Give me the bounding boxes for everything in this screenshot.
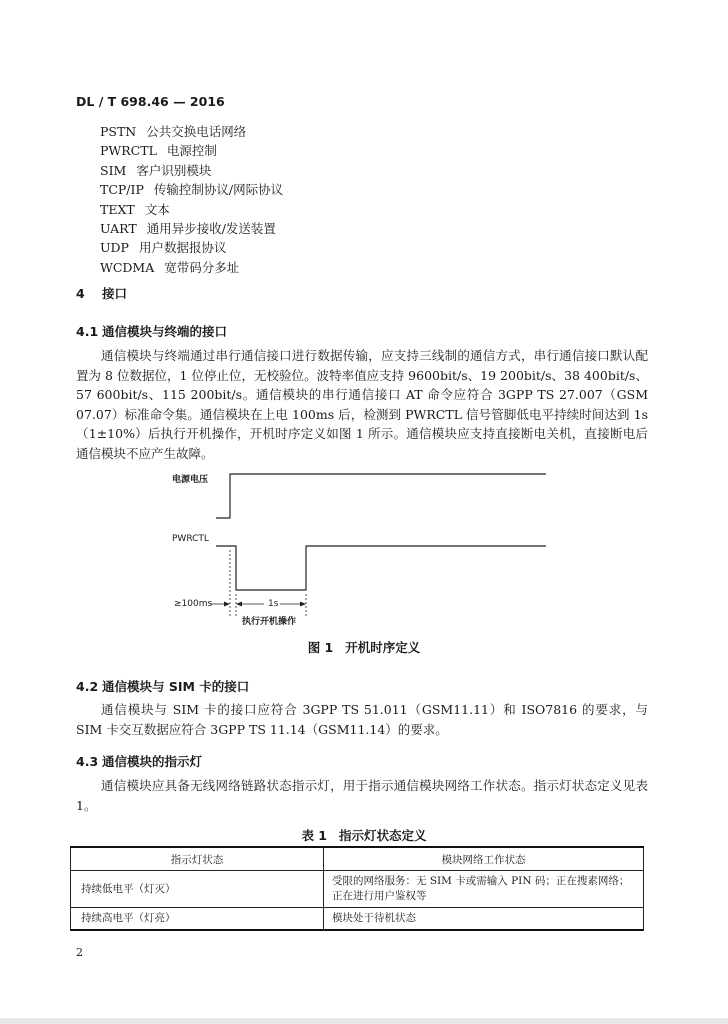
indicator-state-cell: 持续低电平（灯灭） [71, 871, 324, 908]
figure-title: 开机时序定义 [345, 640, 421, 655]
page-number: 2 [76, 946, 83, 959]
pulse-duration-label: 1s [268, 599, 279, 609]
abbreviation-item [100, 238, 283, 257]
abbreviation-desc: 公共交换电话网络 [146, 124, 247, 139]
pwrctl-label: PWRCTL [172, 534, 209, 544]
figure-number: 图 1 [307, 640, 334, 655]
abbreviation-item [100, 200, 283, 219]
abbreviation-desc: 传输控制协议/网际协议 [153, 182, 284, 198]
section-number: 4 [76, 286, 85, 301]
section-4-3-body: 通信模块应具备无线网络链路状态指示灯，用于指示通信模块网络工作状态。指示灯状态定义见表 1。 [76, 778, 648, 813]
abbreviation-code: SIM [100, 162, 127, 178]
abbreviation-item [100, 258, 283, 277]
section-title: 通信模块的指示灯 [102, 754, 203, 769]
abbreviation-code: UART [100, 220, 137, 236]
power-on-timing-diagram [160, 466, 560, 636]
abbreviation-code: UDP [100, 240, 129, 256]
table-row [71, 871, 644, 908]
figure-1-caption [0, 638, 728, 656]
abbreviation-list [100, 122, 283, 277]
power-on-action-label: 执行开机操作 [242, 617, 297, 627]
table-row [71, 908, 644, 931]
section-number: 4.1 [76, 324, 99, 339]
table-header-row [71, 847, 644, 871]
indicator-state-cell: 持续高电平（灯亮） [71, 908, 324, 931]
abbreviation-item [100, 122, 283, 141]
power-voltage-waveform [216, 474, 546, 518]
abbreviation-code: WCDMA [100, 259, 155, 275]
section-title: 通信模块与 SIM 卡的接口 [102, 679, 250, 694]
timing-waveforms [160, 466, 560, 636]
section-4-1-body: 通信模块与终端通过串行通信接口进行数据传输，应支持三线制的通信方式，串行通信接口默认配置为 8 位数据位，1 位停止位，无校验位。波特率值应支持 9600bit/s、19 200bit/s、38 400bit/s、57 600bit/s、115 200bit/s。通信模块的串行通信接口 AT 命令应符合 3GPP TS 27.007（GSM 07.07）标准命令集。通信模块在上电 100ms 后，检测到 PWRCTL 信号管脚低电平持续时间达到 1s（1±10%）后执行开机操作，开机时序定义如图 1 所示。通信模块应支持直接断电关机，直接断电后通信模块不应产生故障。 [76, 348, 648, 461]
indicator-status-table [70, 846, 644, 931]
abbreviation-desc: 宽带码分多址 [164, 259, 240, 275]
section-4-2-body: 通信模块与 SIM 卡的接口应符合 3GPP TS 51.011（GSM11.11）和 ISO7816 的要求，与 SIM 卡交互数据应符合 3GPP TS 11.14（GSM11.14）的要求。 [76, 702, 648, 737]
column-header-network-state: 模块网络工作状态 [324, 847, 644, 871]
abbreviation-code: PSTN [100, 124, 137, 139]
delay-label: ≥100ms [174, 599, 213, 609]
abbreviation-desc: 客户识别模块 [136, 162, 212, 178]
abbreviation-desc: 电源控制 [166, 143, 217, 159]
network-state-cell: 受限的网络服务：无 SIM 卡或需输入 PIN 码；正在搜素网络；正在进行用户鉴权等 [324, 871, 644, 908]
abbreviation-desc: 用户数据报协议 [138, 240, 227, 256]
pwrctl-waveform [216, 546, 546, 590]
pulse-left-arrowhead [236, 602, 242, 607]
section-4-3-heading [76, 752, 202, 770]
abbreviation-code: TEXT [100, 201, 135, 217]
abbreviation-item [100, 219, 283, 238]
section-number: 4.2 [76, 679, 99, 694]
abbreviation-item [100, 141, 283, 160]
table-1-caption [0, 826, 728, 844]
delay-arrowhead [224, 602, 230, 607]
abbreviation-item [100, 180, 283, 199]
document-id-header: DL / T 698.46 — 2016 [76, 94, 225, 109]
table-title: 指示灯状态定义 [339, 828, 427, 843]
network-state-cell: 模块处于待机状态 [324, 908, 644, 931]
section-number: 4.3 [76, 754, 99, 769]
section-4-2-heading [76, 677, 249, 695]
abbreviation-code: TCP/IP [100, 182, 144, 198]
section-title: 通信模块与终端的接口 [102, 324, 228, 339]
abbreviation-desc: 文本 [144, 201, 170, 217]
section-4-1-heading [76, 322, 227, 340]
section-title: 接口 [102, 286, 128, 301]
abbreviation-code: PWRCTL [100, 143, 157, 159]
pulse-right-arrowhead [300, 602, 306, 607]
section-4-heading [76, 284, 127, 302]
column-header-indicator: 指示灯状态 [71, 847, 324, 871]
abbreviation-item [100, 161, 283, 180]
abbreviation-desc: 通用异步接收/发送装置 [146, 220, 276, 236]
page-bottom-edge [0, 1018, 728, 1024]
power-voltage-label: 电源电压 [172, 475, 209, 485]
table-number: 表 1 [301, 828, 328, 843]
